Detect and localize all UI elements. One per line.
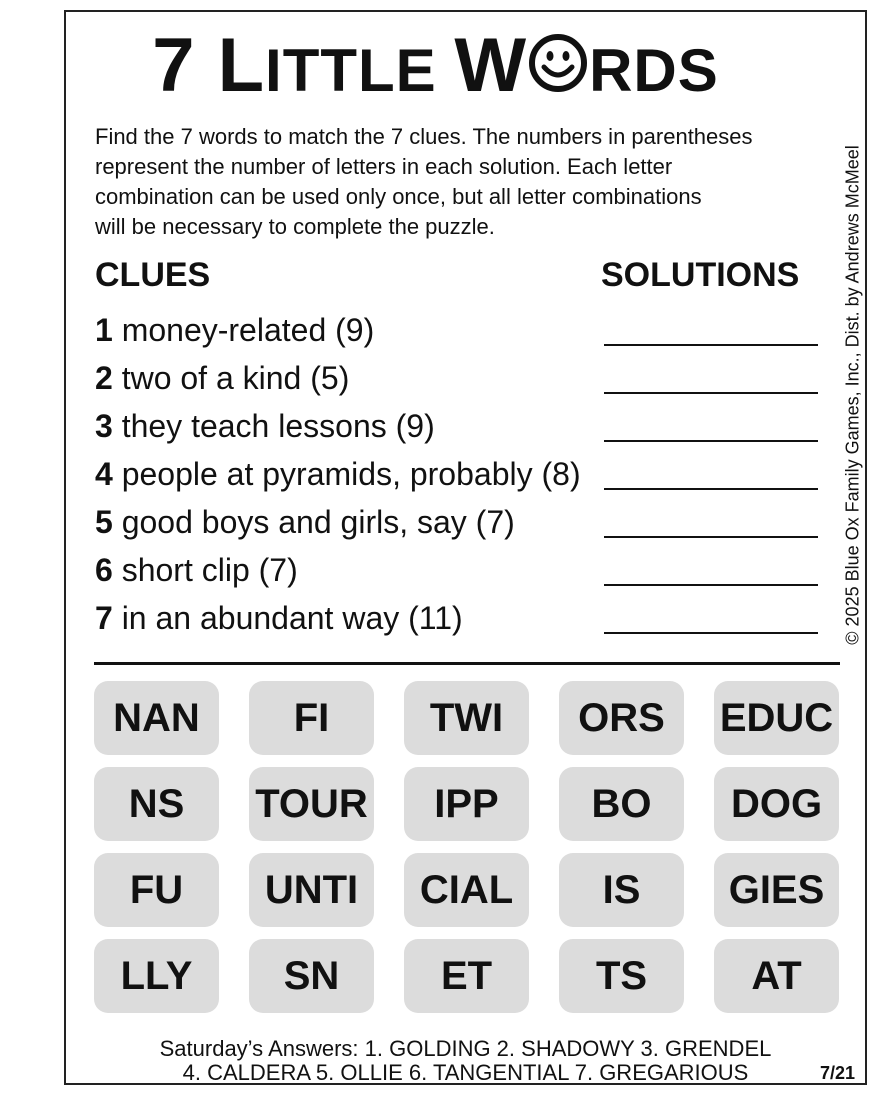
title-prefix: 7 — [152, 23, 218, 108]
smiley-face-icon — [528, 33, 588, 93]
instructions — [95, 122, 845, 242]
letter-tile[interactable]: SN — [249, 939, 374, 1013]
solution-blank-1[interactable] — [604, 344, 818, 346]
previous-answers — [64, 1037, 867, 1085]
solution-blank-2[interactable] — [604, 392, 818, 394]
copyright-credit: © 2025 Blue Ox Family Games, Inc., Dist. by Andrews McMeel — [842, 145, 863, 645]
clue-number: 5 — [95, 504, 113, 540]
instructions-line: represent the number of letters in each solution. Each letter — [95, 154, 673, 179]
letter-tile[interactable]: GIES — [714, 853, 839, 927]
clue-number: 3 — [95, 408, 113, 444]
letter-tile[interactable]: ET — [404, 939, 529, 1013]
clue-number: 1 — [95, 312, 113, 348]
solution-blank-5[interactable] — [604, 536, 818, 538]
answers-line: 4. CALDERA 5. OLLIE 6. TANGENTIAL 7. GREGARIOUS — [182, 1060, 749, 1085]
clue-number: 4 — [95, 456, 113, 492]
clue-5 — [95, 506, 515, 538]
clue-text: in an abundant way (11) — [112, 600, 463, 636]
letter-tile[interactable]: ORS — [559, 681, 684, 755]
clue-text: good boys and girls, say (7) — [112, 504, 515, 540]
letter-tile[interactable]: TWI — [404, 681, 529, 755]
letter-tile[interactable]: DOG — [714, 767, 839, 841]
letter-tile[interactable]: NS — [94, 767, 219, 841]
letter-tile[interactable]: LLY — [94, 939, 219, 1013]
clue-7 — [95, 602, 463, 634]
instructions-line: Find the 7 words to match the 7 clues. The numbers in parentheses — [95, 124, 753, 149]
title-rds: RDS — [589, 37, 719, 104]
answers-line: Saturday’s Answers: 1. GOLDING 2. SHADOWY 3. GRENDEL — [159, 1036, 772, 1061]
letter-tile[interactable]: UNTI — [249, 853, 374, 927]
clue-number: 2 — [95, 360, 113, 396]
clue-text: short clip (7) — [112, 552, 298, 588]
letter-tile[interactable]: BO — [559, 767, 684, 841]
title-big-l: L — [217, 23, 266, 108]
puzzle-title — [0, 23, 871, 108]
solution-blank-4[interactable] — [604, 488, 818, 490]
solution-blank-3[interactable] — [604, 440, 818, 442]
clue-4 — [95, 458, 581, 490]
clue-text: two of a kind (5) — [112, 360, 350, 396]
letter-tile[interactable]: EDUC — [714, 681, 839, 755]
clue-6 — [95, 554, 298, 586]
title-big-w: W — [454, 23, 528, 108]
letter-tile[interactable]: CIAL — [404, 853, 529, 927]
clue-3 — [95, 410, 435, 442]
solution-blank-7[interactable] — [604, 632, 818, 634]
title-ittle: ITTLE — [265, 37, 455, 104]
letter-tile[interactable]: TS — [559, 939, 684, 1013]
divider — [94, 662, 840, 665]
clue-1 — [95, 314, 374, 346]
clue-text: people at pyramids, probably (8) — [112, 456, 581, 492]
instructions-line: combination can be used only once, but all letter combinations — [95, 184, 702, 209]
letter-tile[interactable]: TOUR — [249, 767, 374, 841]
solutions-heading: SOLUTIONS — [601, 256, 800, 294]
instructions-line: will be necessary to complete the puzzle. — [95, 214, 495, 239]
letter-tile[interactable]: IPP — [404, 767, 529, 841]
clue-number: 6 — [95, 552, 113, 588]
clue-text: money-related (9) — [112, 312, 375, 348]
letter-tile[interactable]: AT — [714, 939, 839, 1013]
letter-tile[interactable]: FU — [94, 853, 219, 927]
clues-heading: CLUES — [95, 256, 211, 294]
letter-tiles-grid — [94, 681, 840, 1013]
letter-tile[interactable]: FI — [249, 681, 374, 755]
clue-number: 7 — [95, 600, 113, 636]
clue-text: they teach lessons (9) — [112, 408, 435, 444]
puzzle-date: 7/21 — [820, 1063, 856, 1083]
solution-blank-6[interactable] — [604, 584, 818, 586]
letter-tile[interactable]: IS — [559, 853, 684, 927]
letter-tile[interactable]: NAN — [94, 681, 219, 755]
clue-2 — [95, 362, 349, 394]
